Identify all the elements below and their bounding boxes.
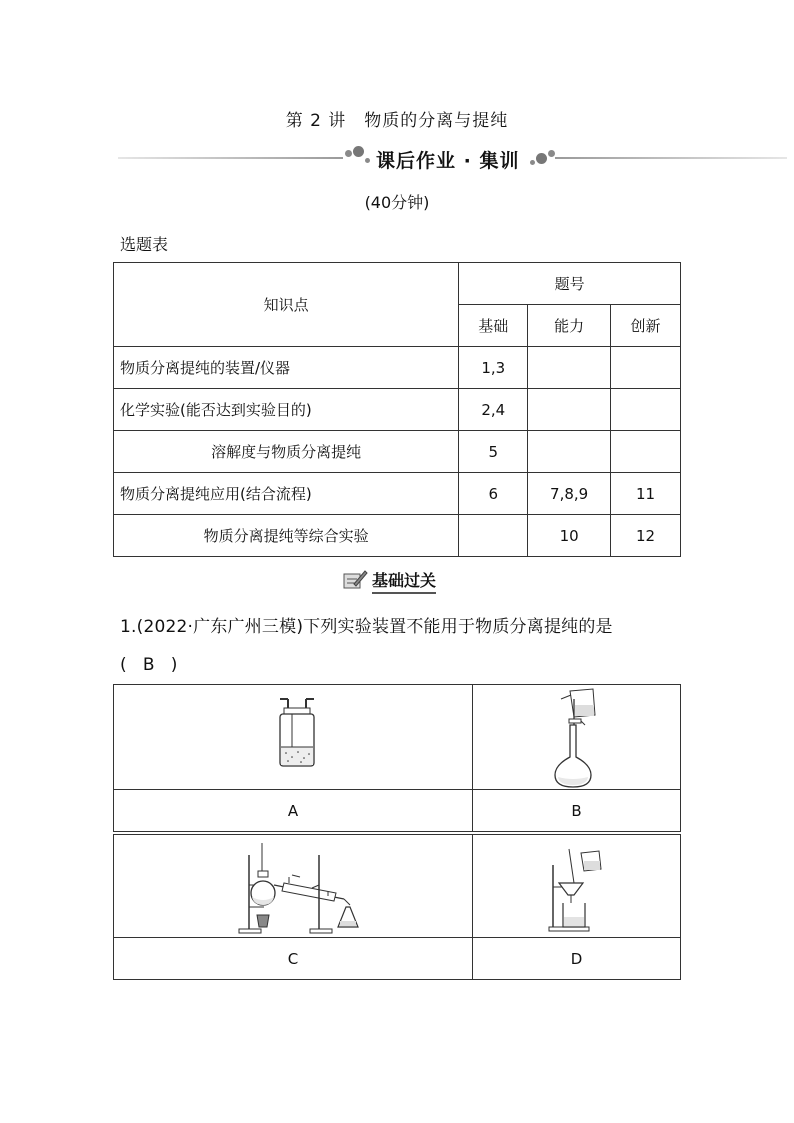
answer-close-paren: ) [170,655,178,675]
innovation-cell: 12 [611,515,681,557]
option-c-label: C [287,950,299,968]
basic-cell: 2,4 [459,389,528,431]
topic-cell: 溶解度与物质分离提纯 [114,431,459,473]
option-a-label: A [287,802,299,820]
distillation-apparatus-icon [114,835,474,939]
answer-value: B [142,655,155,675]
table-row [114,473,681,515]
ability-cell [528,431,611,473]
question-1-text: 1.(2022·广东广州三模)下列实验装置不能用于物质分离提纯的是 [120,617,613,637]
header-innovation: 创新 [611,305,681,347]
volumetric-flask-transfer-icon [473,685,682,791]
lecture-title: 第 2 讲 物质的分离与提纯 [285,111,509,131]
header-question-no: 题号 [459,263,681,305]
banner-dot-icon [530,160,535,165]
notebook-pencil-icon [342,568,368,592]
option-d-figure [472,834,681,938]
option-b-figure [472,684,681,790]
basic-cell: 5 [459,431,528,473]
innovation-cell [611,389,681,431]
banner-line-left [118,157,343,159]
ability-cell [528,389,611,431]
option-b-label: B [571,802,582,820]
innovation-cell [611,431,681,473]
basic-cell [459,515,528,557]
banner-dot-icon [548,150,555,157]
option-d-label-cell [472,937,681,980]
banner-title: 课后作业 · 集训 [376,150,520,172]
table-row [114,515,681,557]
table-caption: 选题表 [120,235,169,254]
table-row [114,431,681,473]
banner-line-right [555,157,787,159]
section-header [342,566,462,592]
topic-cell: 物质分离提纯的装置/仪器 [114,347,459,389]
ability-cell [528,347,611,389]
option-b-label-cell [472,789,681,832]
option-d-label: D [570,950,583,968]
header-knowledge: 知识点 [114,263,459,347]
ability-cell: 10 [528,515,611,557]
topic-cell: 物质分离提纯应用(结合流程) [114,473,459,515]
ability-cell: 7,8,9 [528,473,611,515]
innovation-cell [611,347,681,389]
table-row [114,389,681,431]
header-basic: 基础 [459,305,528,347]
banner-dot-icon [353,146,364,157]
topic-table [113,262,681,557]
option-c-figure [113,834,473,938]
basic-cell: 6 [459,473,528,515]
gas-washing-bottle-icon [114,685,474,791]
question-1-answer [120,655,177,675]
option-c-label-cell [113,937,473,980]
banner-dot-icon [365,158,370,163]
option-a-figure [113,684,473,790]
topic-cell: 化学实验(能否达到实验目的) [114,389,459,431]
option-a-label-cell [113,789,473,832]
banner [118,144,678,174]
banner-dot-icon [536,153,547,164]
answer-open-paren: ( [120,655,127,675]
banner-dot-icon [345,150,352,157]
header-ability: 能力 [528,305,611,347]
filtration-funnel-icon [473,835,682,939]
duration: (40分钟) [364,193,430,212]
section-title: 基础过关 [372,568,436,594]
table-row [114,347,681,389]
innovation-cell: 11 [611,473,681,515]
topic-cell: 物质分离提纯等综合实验 [114,515,459,557]
basic-cell: 1,3 [459,347,528,389]
